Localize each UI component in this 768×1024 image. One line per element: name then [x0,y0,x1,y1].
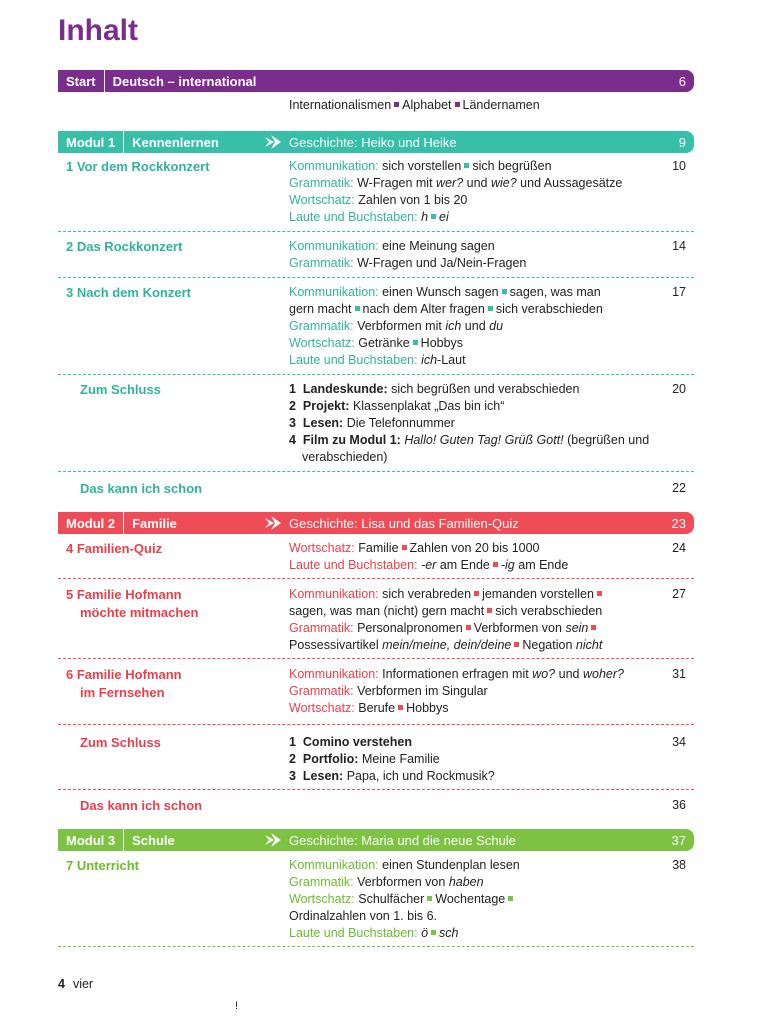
lesson-title: 6 Familie Hofmann im Fernsehen [66,667,182,700]
bullet-icon [508,896,513,901]
modul2-label: Modul 2 [58,512,124,534]
lesson-title: 5 Familie Hofmann möchte mitmachen [66,587,199,620]
page-number: 20 [672,382,686,396]
lesson-title: Das kann ich schon [80,798,203,813]
modul1-story: Geschichte: Heiko und Heike [289,134,457,150]
bullet-icon [591,625,596,630]
modul3-bar [58,829,694,851]
page-number: 34 [672,735,686,749]
modul1-name: Kennenlernen [132,134,219,150]
divider [58,231,694,232]
lesson-title: Zum Schluss [80,382,161,397]
arrow-icon [265,135,281,149]
footer-page-word: vier [72,977,94,991]
divider [58,374,694,375]
bullet-icon [464,163,469,168]
start-page: 6 [678,73,686,89]
bullet-icon [488,306,493,311]
divider [58,724,694,725]
page-number: 22 [672,481,686,495]
modul2-story: Geschichte: Lisa und das Familien-Quiz [289,515,519,531]
start-bar [58,70,694,92]
bullet-icon [431,930,436,935]
bullet-icon [355,306,360,311]
footer-page-number: 4 [58,977,65,991]
start-item: Internationalismen [289,98,392,112]
page-number: 14 [672,239,686,253]
page-footer [58,977,93,991]
bullet-icon [502,289,507,294]
lesson-title: 1 Vor dem Rockkonzert [66,159,210,174]
modul3-name: Schule [132,832,175,848]
page-number: 36 [672,798,686,812]
bullet-icon [487,608,492,613]
bullet-icon [514,642,519,647]
start-item: Alphabet [402,98,452,112]
lesson-title: 3 Nach dem Konzert [66,285,191,300]
divider [58,471,694,472]
start-label: Start [58,70,105,92]
modul2-bar [58,512,694,534]
bullet-icon [466,625,471,630]
arrow-icon [265,833,281,847]
bullet-icon [493,562,498,567]
lesson-title: 4 Familien-Quiz [66,541,163,556]
lesson-title: Zum Schluss [80,735,161,750]
bullet-icon [431,214,436,219]
bullet-icon [394,102,399,107]
bullet-icon [597,591,602,596]
arrow-icon [265,516,281,530]
divider [58,658,694,659]
modul3-story: Geschichte: Maria und die neue Schule [289,832,516,848]
modul1-page: 9 [678,134,686,150]
start-item: Ländernamen [462,98,540,112]
page-title: Inhalt [58,14,138,47]
divider [58,789,694,790]
bullet-icon [455,102,460,107]
page-number: 24 [672,541,686,555]
bullet-icon [398,705,403,710]
page-number: 31 [672,667,686,681]
divider [58,578,694,579]
lesson-title: 7 Unterricht [66,858,139,873]
modul2-name: Familie [132,515,177,531]
bullet-icon [427,896,432,901]
modul3-page: 37 [671,832,686,848]
page-number: 38 [672,858,686,872]
lesson-title: Das kann ich schon [80,481,203,496]
modul1-bar [58,131,694,153]
start-name: Deutsch – international [112,73,257,89]
modul1-label: Modul 1 [58,131,124,153]
modul3-label: Modul 3 [58,829,124,851]
bullet-icon [474,591,479,596]
page-number: 27 [672,587,686,601]
bullet-icon [402,545,407,550]
stray-mark: ! [235,1000,239,1012]
modul2-page: 23 [671,515,686,531]
lesson-title: 2 Das Rockkonzert [66,239,183,254]
page-number: 17 [672,285,686,299]
page-number: 10 [672,159,686,173]
divider [58,946,694,947]
bullet-icon [413,340,418,345]
divider [58,277,694,278]
